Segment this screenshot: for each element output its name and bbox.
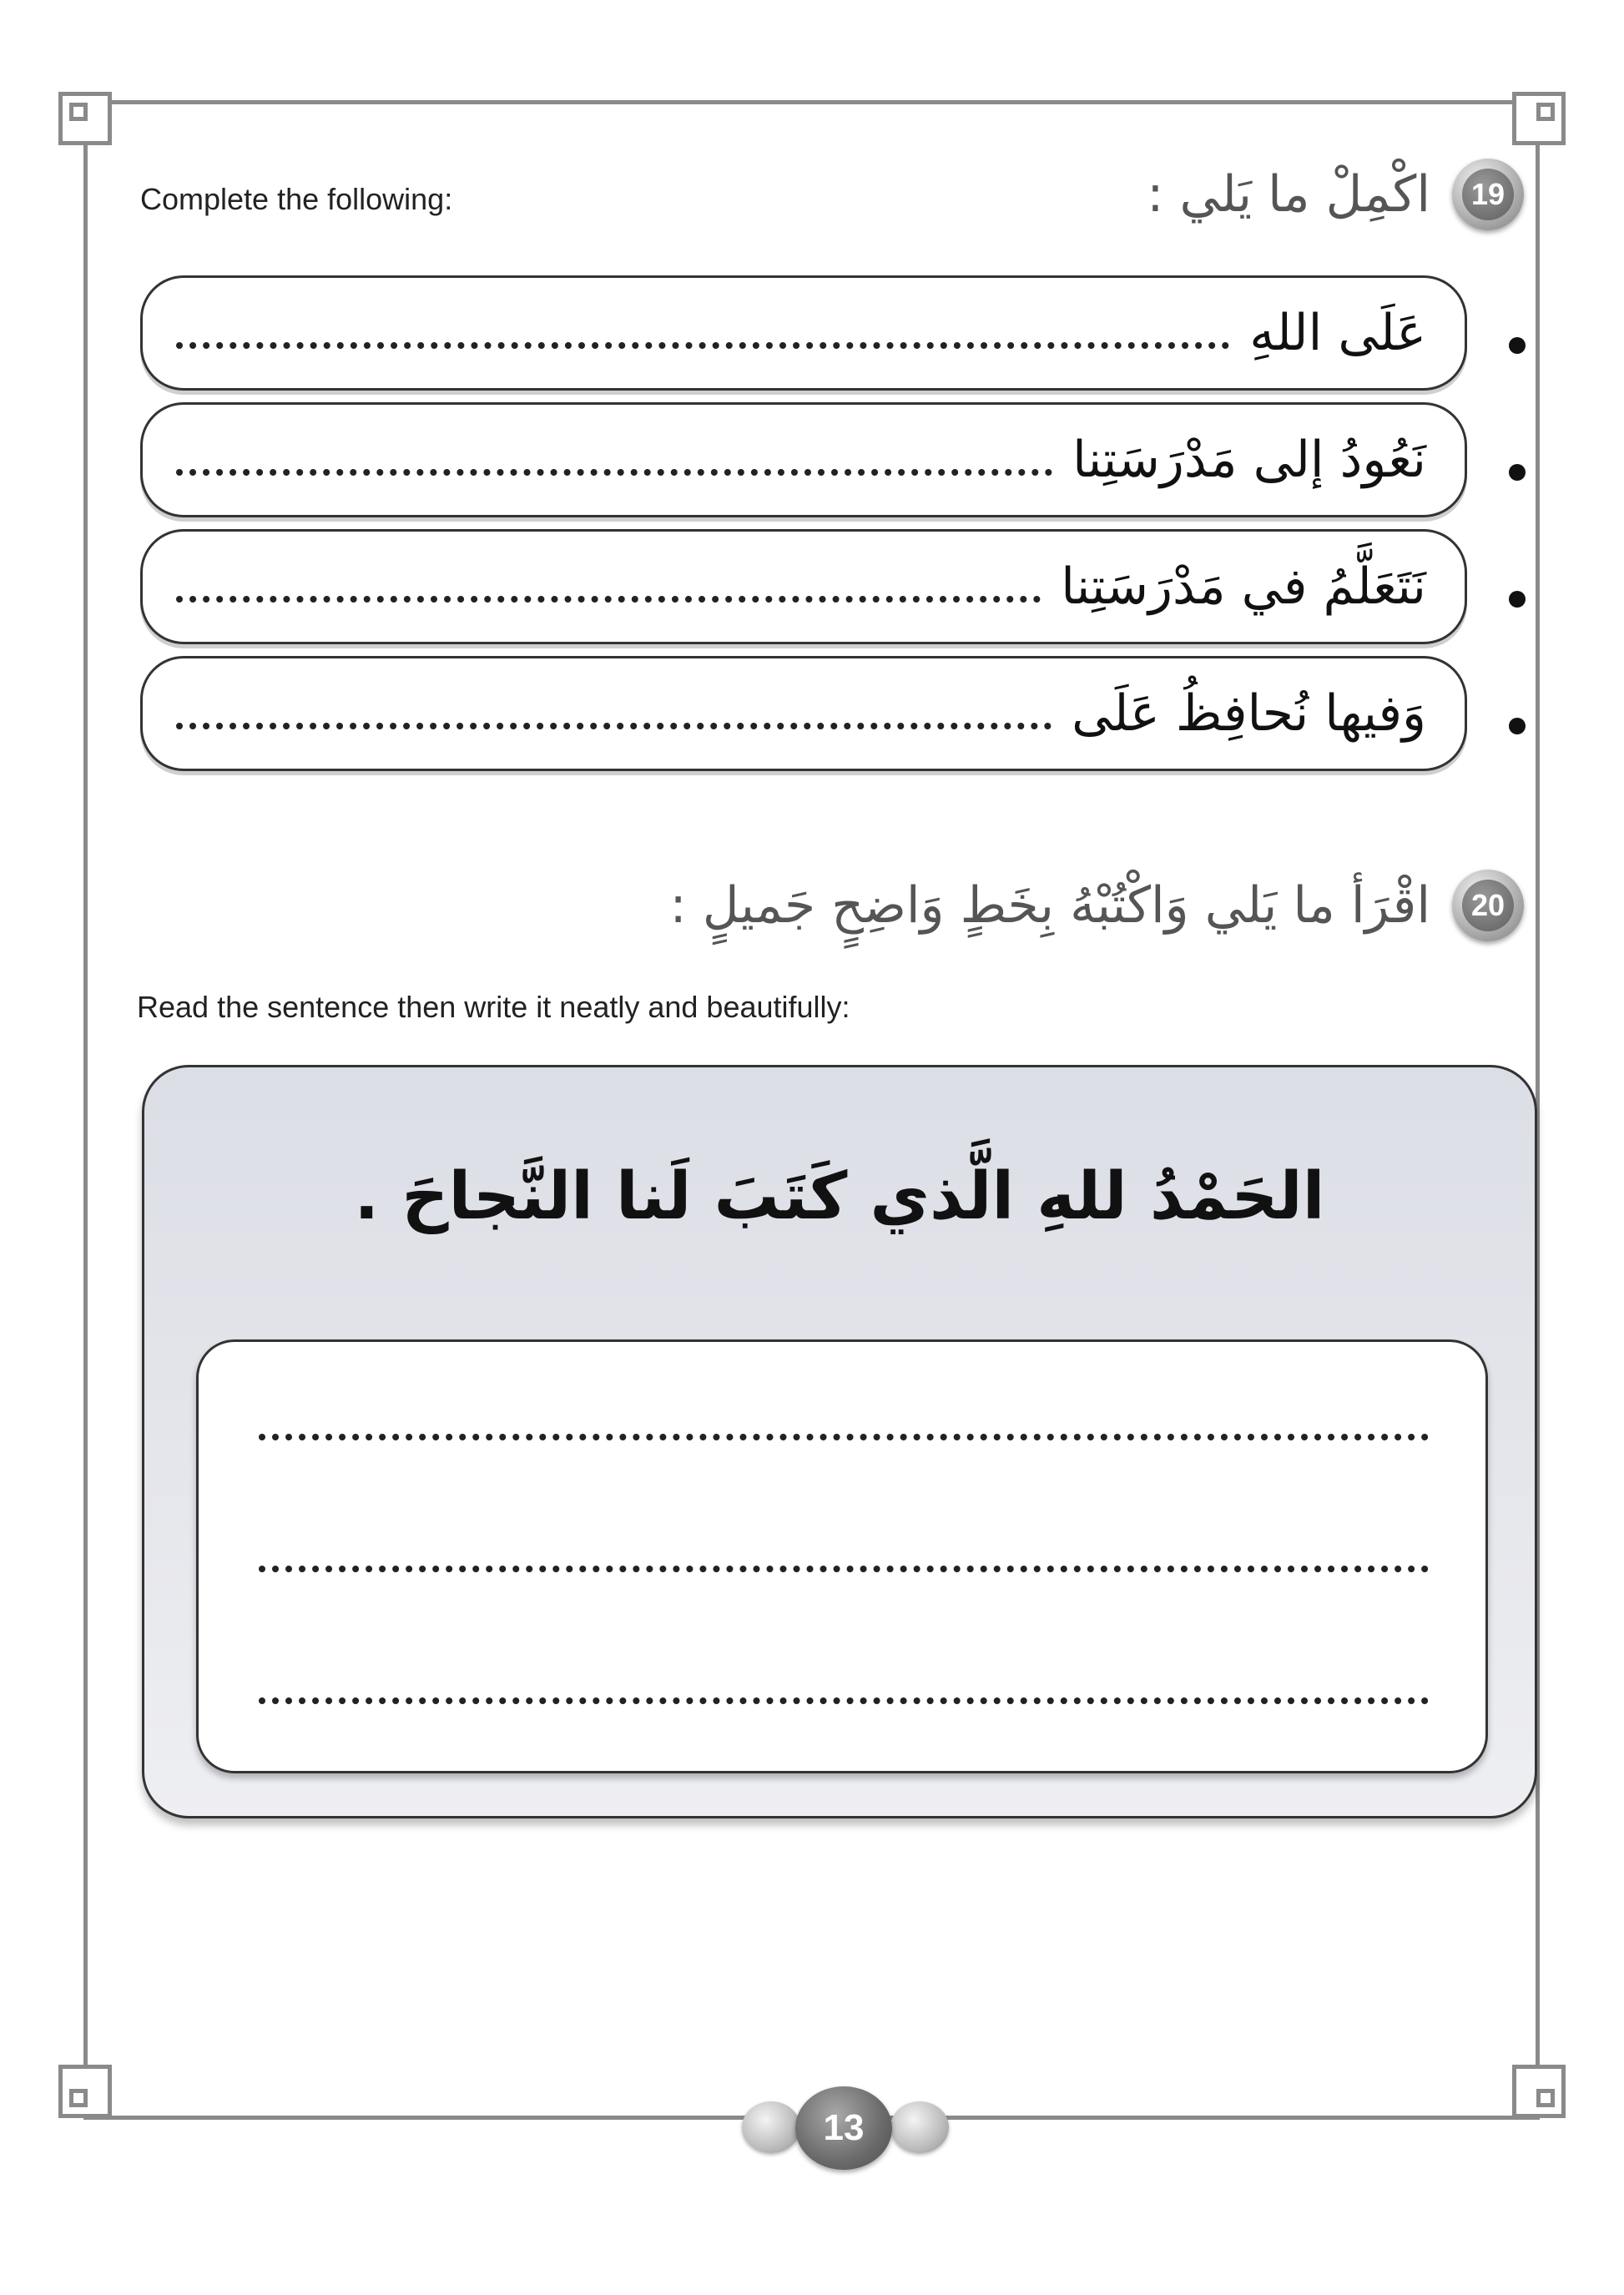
writing-line-2[interactable] — [259, 1566, 1429, 1572]
writing-line-1[interactable] — [259, 1434, 1429, 1440]
frame-corner-ornament — [1512, 2065, 1566, 2118]
completion-row-2-text: نَعُودُ إلى مَدْرَسَتِنا — [1072, 431, 1426, 489]
frame-corner-ornament — [58, 92, 112, 145]
page-number-ornament — [742, 2101, 800, 2153]
bullet-icon — [1509, 718, 1526, 734]
question-19-title-english: Complete the following: — [140, 182, 453, 216]
completion-row-1 — [140, 275, 1467, 391]
question-20-header — [670, 870, 1524, 941]
completion-row-4-blank[interactable] — [176, 723, 1052, 729]
completion-row-2-blank[interactable] — [176, 469, 1052, 476]
completion-row-4-text: وَفيها نُحافِظُ عَلَى — [1072, 684, 1426, 743]
page-number-badge — [737, 2085, 954, 2171]
question-20-number: 20 — [1462, 880, 1514, 931]
question-19-title-arabic: اكْمِلْ ما يَلي : — [1147, 165, 1430, 224]
model-sentence: الحَمْدُ للهِ الَّذي كَتَبَ لَنا النَّجاحَ . — [354, 1159, 1325, 1234]
question-20-title-english: Read the sentence then write it neatly and beautifully: — [137, 990, 850, 1024]
completion-row-3-blank[interactable] — [176, 596, 1041, 603]
completion-row-3 — [140, 529, 1467, 644]
question-19-header — [1147, 159, 1524, 230]
frame-corner-ornament — [58, 2065, 112, 2118]
question-19-number: 19 — [1462, 169, 1514, 220]
question-19-badge — [1452, 159, 1524, 230]
copy-sentence-panel — [142, 1065, 1537, 1818]
frame-corner-ornament — [1512, 92, 1566, 145]
writing-line-3[interactable] — [259, 1697, 1429, 1704]
completion-row-3-text: نَتَعَلَّمُ في مَدْرَسَتِنا — [1061, 557, 1426, 616]
completion-row-2 — [140, 402, 1467, 517]
writing-box — [196, 1339, 1488, 1773]
question-20-title-arabic: اقْرَأ ما يَلي وَاكْتُبْهُ بِخَطٍ وَاضِحٍ جَميلٍ : — [669, 876, 1430, 935]
bullet-icon — [1509, 337, 1526, 354]
completion-row-1-blank[interactable] — [176, 342, 1229, 349]
bullet-icon — [1509, 464, 1526, 481]
completion-row-1-text: عَلَى اللهِ — [1249, 304, 1426, 362]
page-number-ornament — [890, 2101, 949, 2153]
completion-row-4 — [140, 656, 1467, 771]
page-number: 13 — [795, 2086, 892, 2170]
bullet-icon — [1509, 591, 1526, 608]
question-20-badge — [1452, 870, 1524, 941]
